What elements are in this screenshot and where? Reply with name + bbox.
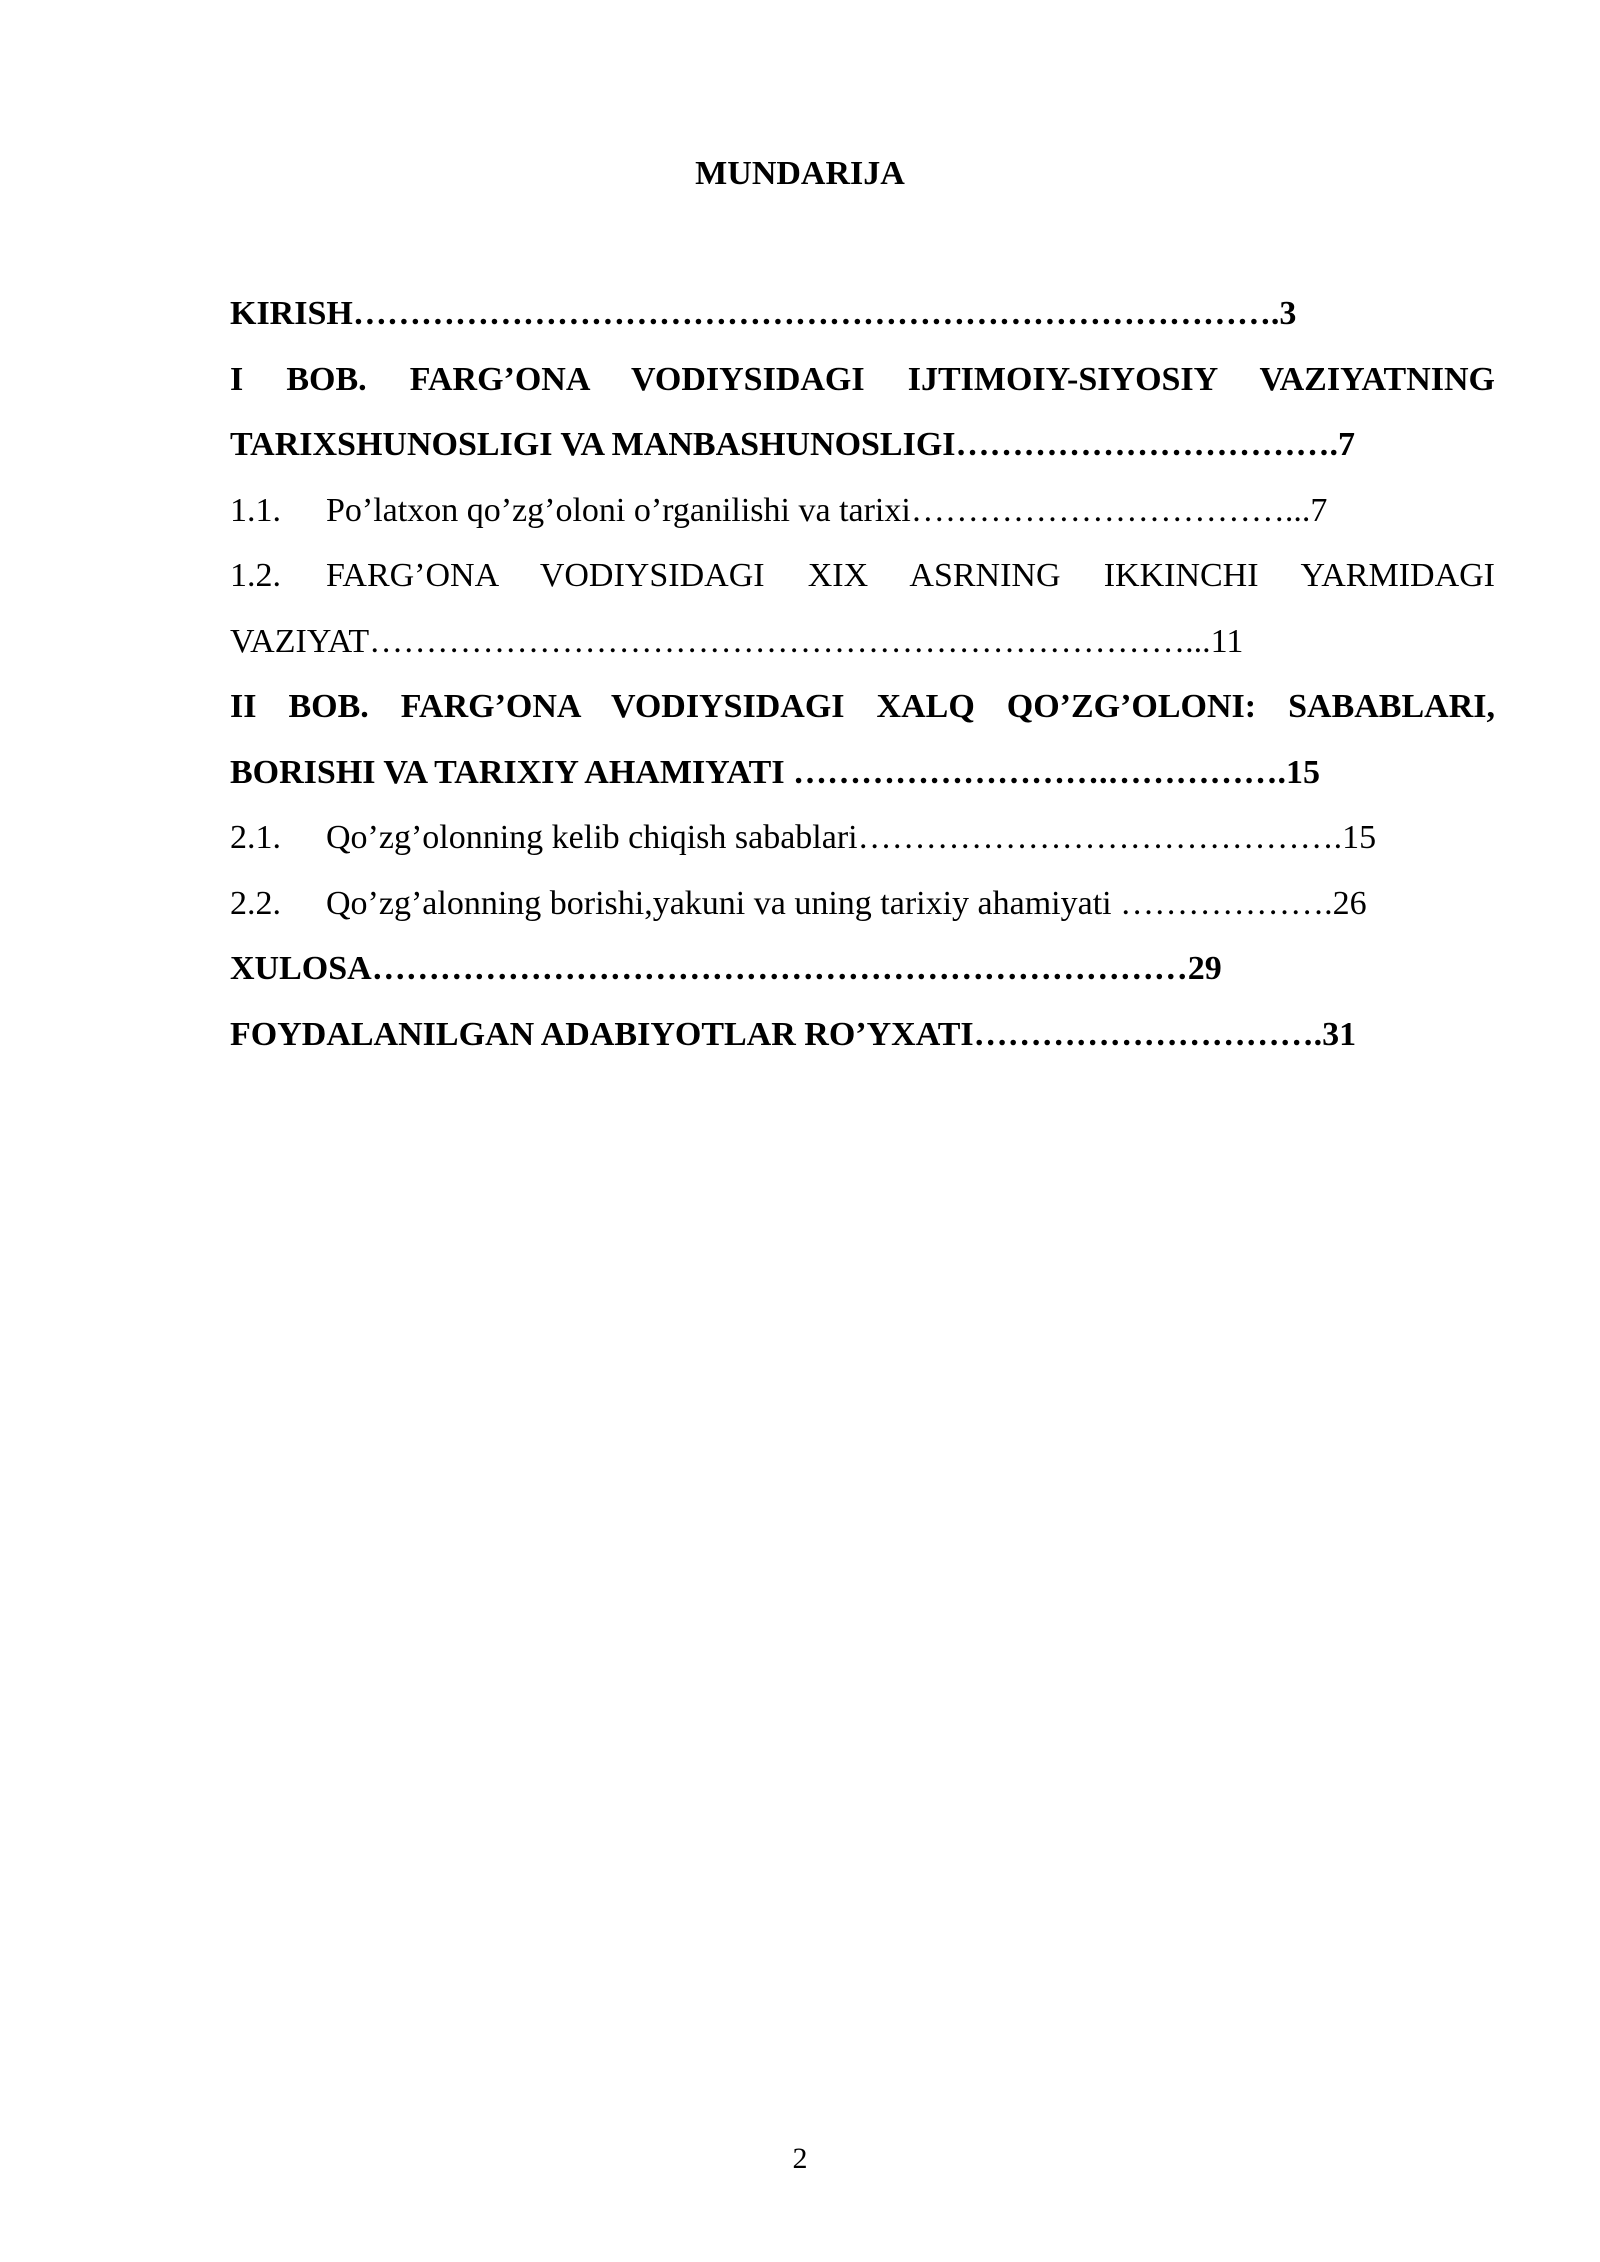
toc-entry-chapter-1-line-1[interactable] [230, 347, 1495, 413]
toc-entry-section-1-2-line-2[interactable] [230, 609, 1495, 675]
toc-entry-text: VAZIYAT………………………………………………………………...11 [230, 622, 1244, 660]
toc-entry-text: KIRISH……………………………………………………………………….3 [230, 295, 1297, 332]
toc-entry-chapter-2-line-2[interactable] [230, 740, 1495, 806]
toc-entry-text: FARG’ONA VODIYSIDAGI XIX ASRNING IKKINCHI YARMIDAGI [326, 557, 1495, 594]
toc-entry-kirish[interactable] [230, 281, 1495, 347]
toc-entry-text: TARIXSHUNOSLIGI VA MANBASHUNOSLIGI…………………………….7 [230, 426, 1356, 463]
toc-entry-bibliography[interactable] [230, 1002, 1495, 1068]
toc-section-number: 1.2. [230, 557, 281, 594]
toc-entry-text: XULOSA………………………………………………………………29 [230, 950, 1222, 987]
toc-entry-section-2-2[interactable] [230, 871, 1495, 937]
page-number: 2 [792, 2142, 808, 2175]
toc-entry-section-2-1[interactable] [230, 805, 1495, 871]
table-of-contents [230, 281, 1495, 1067]
toc-section-number: 1.1. [230, 491, 281, 529]
toc-entry-chapter-1-line-2[interactable] [230, 412, 1495, 478]
toc-entry-text: I BOB. FARG’ONA VODIYSIDAGI IJTIMOIY-SIYOSIY VAZIYATNING [230, 360, 1495, 398]
toc-section-number: 2.1. [230, 819, 281, 856]
toc-entry-text: Po’latxon qo’zg’oloni o’rganilishi va tarixi……………………………...7 [326, 491, 1328, 529]
toc-entry-section-1-2-line-1[interactable] [230, 543, 1495, 609]
toc-entry-text: II BOB. FARG’ONA VODIYSIDAGI XALQ QO’ZG’OLONI: SABABLARI, [230, 688, 1495, 725]
toc-entry-text: Qo’zg’alonning borishi,yakuni va uning tarixiy ahamiyati ……………….26 [326, 884, 1367, 922]
toc-entry-xulosa[interactable] [230, 936, 1495, 1002]
toc-entry-section-1-1[interactable] [230, 478, 1495, 544]
toc-entry-text: Qo’zg’olonning kelib chiqish sabablari…………………………………….15 [326, 819, 1377, 856]
toc-entry-text: BORISHI VA TARIXIY AHAMIYATI ……………………….…………….15 [230, 753, 1321, 791]
toc-section-number: 2.2. [230, 884, 281, 922]
page-title: MUNDARIJA [695, 155, 905, 192]
toc-entry-text: FOYDALANILGAN ADABIYOTLAR RO’YXATI………………………….31 [230, 1015, 1357, 1053]
toc-entry-chapter-2-line-1[interactable] [230, 674, 1495, 740]
